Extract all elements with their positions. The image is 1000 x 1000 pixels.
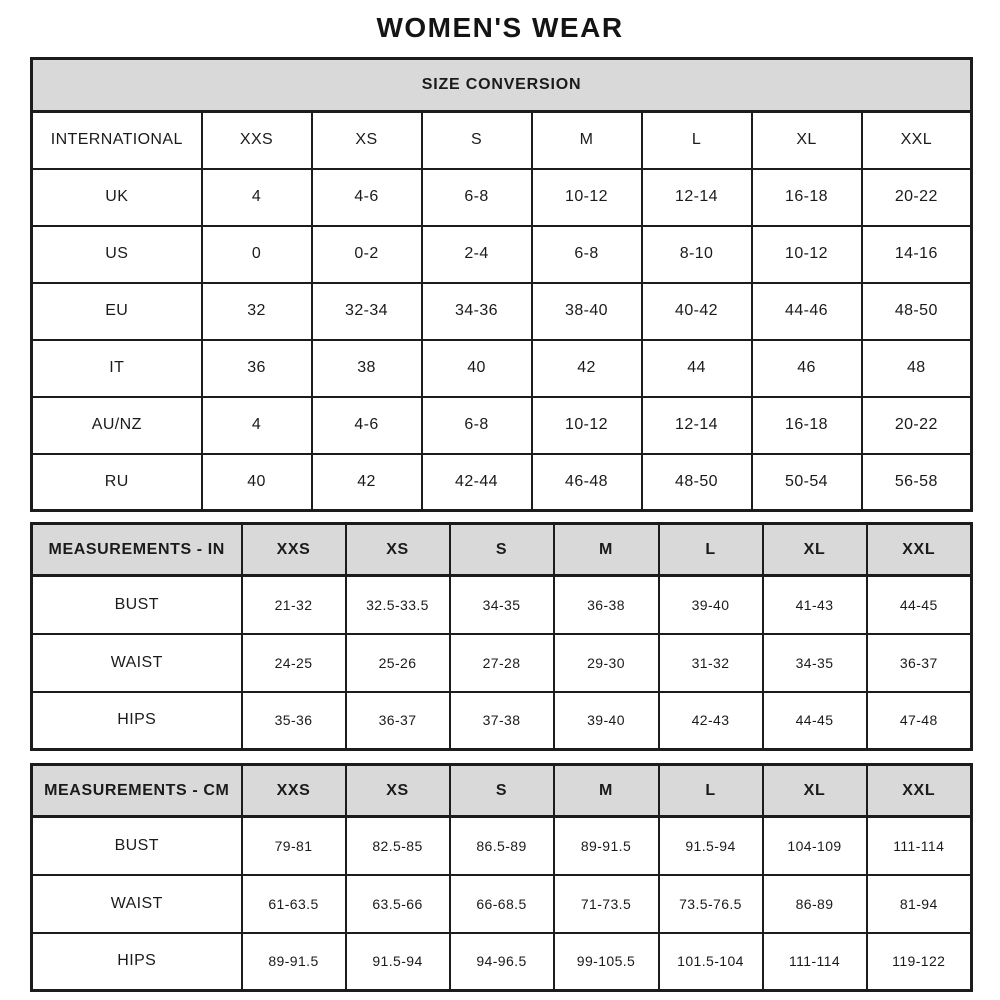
- measurement-value: 36-37: [867, 634, 972, 692]
- size-value: 0-2: [312, 226, 422, 283]
- size-value: 20-22: [862, 397, 972, 454]
- size-value: 10-12: [532, 169, 642, 226]
- measurement-value: 111-114: [763, 933, 867, 991]
- row-label: RU: [32, 454, 202, 511]
- measurement-value: 29-30: [554, 634, 659, 692]
- measurement-value: 31-32: [659, 634, 763, 692]
- measurement-value: 34-35: [763, 634, 867, 692]
- size-value: 10-12: [532, 397, 642, 454]
- measurement-value: 99-105.5: [554, 933, 659, 991]
- size-value: 10-12: [752, 226, 862, 283]
- header-measurements-cm: MEASUREMENTS - CM: [32, 765, 242, 817]
- header-m: M: [554, 765, 659, 817]
- size-value: 4-6: [312, 169, 422, 226]
- measurement-value: 34-35: [450, 576, 554, 634]
- size-value: 32: [202, 283, 312, 340]
- size-value: 0: [202, 226, 312, 283]
- measurement-value: 79-81: [242, 817, 346, 875]
- header-s: S: [450, 765, 554, 817]
- measurement-value: 24-25: [242, 634, 346, 692]
- header-l: L: [659, 524, 763, 576]
- measurements-cm-table: [30, 763, 973, 992]
- size-value: 46-48: [532, 454, 642, 511]
- row-label: WAIST: [32, 634, 242, 692]
- row-label: AU/NZ: [32, 397, 202, 454]
- header-s: S: [422, 112, 532, 169]
- row-label: UK: [32, 169, 202, 226]
- measurement-value: 27-28: [450, 634, 554, 692]
- size-value: 40-42: [642, 283, 752, 340]
- measurement-value: 111-114: [867, 817, 972, 875]
- row-label: EU: [32, 283, 202, 340]
- size-value: 20-22: [862, 169, 972, 226]
- size-value: 48: [862, 340, 972, 397]
- table-row: [32, 692, 972, 750]
- size-value: 12-14: [642, 397, 752, 454]
- measurement-value: 36-38: [554, 576, 659, 634]
- measurement-value: 42-43: [659, 692, 763, 750]
- size-value: 40: [422, 340, 532, 397]
- row-label: HIPS: [32, 692, 242, 750]
- header-xl: XL: [752, 112, 862, 169]
- measurement-value: 81-94: [867, 875, 972, 933]
- row-label: BUST: [32, 576, 242, 634]
- measurement-value: 25-26: [346, 634, 450, 692]
- measurement-value: 89-91.5: [242, 933, 346, 991]
- header-xl: XL: [763, 524, 867, 576]
- header-l: L: [659, 765, 763, 817]
- measurements-in-header-row: [32, 524, 972, 576]
- table-row: [32, 576, 972, 634]
- row-label: US: [32, 226, 202, 283]
- size-value: 4-6: [312, 397, 422, 454]
- size-value: 46: [752, 340, 862, 397]
- row-label: HIPS: [32, 933, 242, 991]
- size-value: 4: [202, 169, 312, 226]
- header-xxl: XXL: [867, 524, 972, 576]
- table-row: [32, 875, 972, 933]
- size-value: 40: [202, 454, 312, 511]
- size-chart-page: [30, 0, 970, 992]
- measurement-value: 82.5-85: [346, 817, 450, 875]
- size-value: 2-4: [422, 226, 532, 283]
- measurements-in-table: [30, 522, 973, 751]
- measurement-value: 32.5-33.5: [346, 576, 450, 634]
- size-value: 34-36: [422, 283, 532, 340]
- header-m: M: [532, 112, 642, 169]
- measurement-value: 21-32: [242, 576, 346, 634]
- measurement-value: 63.5-66: [346, 875, 450, 933]
- size-value: 4: [202, 397, 312, 454]
- table-row: [32, 454, 972, 511]
- measurement-value: 39-40: [554, 692, 659, 750]
- size-value: 42: [312, 454, 422, 511]
- size-value: 16-18: [752, 397, 862, 454]
- header-xxl: XXL: [867, 765, 972, 817]
- size-value: 36: [202, 340, 312, 397]
- measurement-value: 39-40: [659, 576, 763, 634]
- header-xxl: XXL: [862, 112, 972, 169]
- size-value: 8-10: [642, 226, 752, 283]
- measurement-value: 41-43: [763, 576, 867, 634]
- measurement-value: 104-109: [763, 817, 867, 875]
- measurement-value: 119-122: [867, 933, 972, 991]
- page-title: WOMEN'S WEAR: [376, 12, 624, 43]
- size-value: 32-34: [312, 283, 422, 340]
- size-value: 12-14: [642, 169, 752, 226]
- row-label: IT: [32, 340, 202, 397]
- size-conversion-banner: SIZE CONVERSION: [32, 59, 972, 112]
- table-row: [32, 340, 972, 397]
- size-conversion-table: [30, 57, 973, 512]
- size-value: 44-46: [752, 283, 862, 340]
- header-measurements-in: MEASUREMENTS - IN: [32, 524, 242, 576]
- measurement-value: 86.5-89: [450, 817, 554, 875]
- measurements-cm-header-row: [32, 765, 972, 817]
- size-value: 42: [532, 340, 642, 397]
- table-row: [32, 169, 972, 226]
- measurement-value: 35-36: [242, 692, 346, 750]
- table-row: [32, 634, 972, 692]
- header-xs: XS: [346, 524, 450, 576]
- measurement-value: 44-45: [867, 576, 972, 634]
- measurement-value: 61-63.5: [242, 875, 346, 933]
- header-xs: XS: [312, 112, 422, 169]
- table-row: [32, 397, 972, 454]
- measurement-value: 71-73.5: [554, 875, 659, 933]
- measurement-value: 94-96.5: [450, 933, 554, 991]
- size-value: 56-58: [862, 454, 972, 511]
- table-row: [32, 933, 972, 991]
- header-l: L: [642, 112, 752, 169]
- measurement-value: 91.5-94: [346, 933, 450, 991]
- measurement-value: 47-48: [867, 692, 972, 750]
- measurement-value: 66-68.5: [450, 875, 554, 933]
- size-value: 44: [642, 340, 752, 397]
- size-value: 50-54: [752, 454, 862, 511]
- header-xl: XL: [763, 765, 867, 817]
- measurement-value: 101.5-104: [659, 933, 763, 991]
- header-international: INTERNATIONAL: [32, 112, 202, 169]
- header-xs: XS: [346, 765, 450, 817]
- size-value: 38-40: [532, 283, 642, 340]
- size-value: 38: [312, 340, 422, 397]
- size-value: 6-8: [422, 169, 532, 226]
- size-value: 6-8: [422, 397, 532, 454]
- header-xxs: XXS: [242, 765, 346, 817]
- size-value: 42-44: [422, 454, 532, 511]
- size-value: 48-50: [862, 283, 972, 340]
- size-conversion-header-row: [32, 112, 972, 169]
- measurement-value: 91.5-94: [659, 817, 763, 875]
- row-label: BUST: [32, 817, 242, 875]
- table-row: [32, 283, 972, 340]
- measurement-value: 44-45: [763, 692, 867, 750]
- table-row: [32, 226, 972, 283]
- size-value: 14-16: [862, 226, 972, 283]
- header-xxs: XXS: [202, 112, 312, 169]
- table-row: [32, 817, 972, 875]
- size-value: 48-50: [642, 454, 752, 511]
- row-label: WAIST: [32, 875, 242, 933]
- measurement-value: 86-89: [763, 875, 867, 933]
- measurement-value: 89-91.5: [554, 817, 659, 875]
- measurement-value: 36-37: [346, 692, 450, 750]
- header-m: M: [554, 524, 659, 576]
- size-value: 6-8: [532, 226, 642, 283]
- header-s: S: [450, 524, 554, 576]
- size-value: 16-18: [752, 169, 862, 226]
- header-xxs: XXS: [242, 524, 346, 576]
- measurement-value: 37-38: [450, 692, 554, 750]
- measurement-value: 73.5-76.5: [659, 875, 763, 933]
